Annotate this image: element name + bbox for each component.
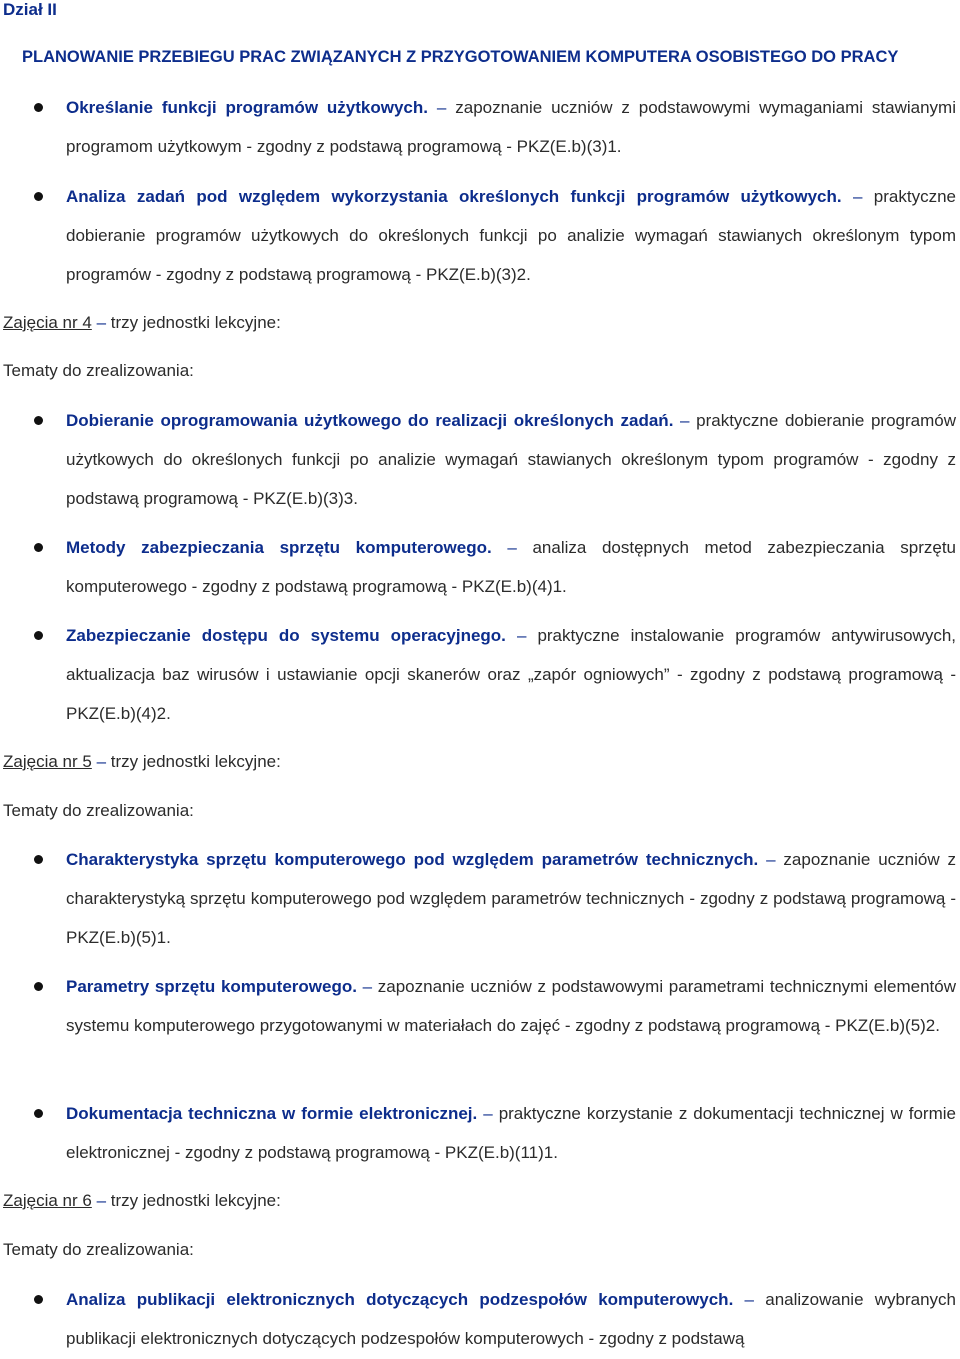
item-description: praktyczne dobieranie programów użytkowych do określonych funkcji po analizie wymagań stawianych określonym typom programów - zgodny z podstawą programową - PKZ(E.b)(3)3. xyxy=(66,411,956,508)
bullet-icon xyxy=(34,982,43,991)
dash: – xyxy=(744,1290,754,1309)
lesson-number: Zajęcia nr 4 xyxy=(3,313,92,332)
lesson-heading xyxy=(3,313,281,333)
bullet-icon xyxy=(34,103,43,112)
list-item-text xyxy=(66,617,956,733)
list-item-text xyxy=(66,402,956,518)
bullet-icon xyxy=(34,1295,43,1304)
topics-label: Tematy do zrealizowania: xyxy=(3,801,194,820)
item-title: Zabezpieczanie dostępu do systemu operacyjnego. xyxy=(66,626,506,645)
bullet-icon xyxy=(34,192,43,201)
item-description: analiza dostępnych metod zabezpieczania sprzętu komputerowego - zgodny z podstawą programową - PKZ(E.b)(4)1. xyxy=(66,538,956,596)
item-description: praktyczne korzystanie z dokumentacji technicznej w formie elektronicznej - zgodny z podstawą programową - PKZ(E.b)(11)1. xyxy=(66,1104,956,1162)
dash: – xyxy=(96,313,107,332)
item-description: analizowanie wybranych publikacji elektronicznych dotyczących podzespołów komputerowych - zgodny z podstawą xyxy=(66,1290,956,1348)
dash: – xyxy=(436,98,447,117)
bullet-icon xyxy=(34,543,43,552)
dash: – xyxy=(96,1191,107,1210)
lesson-heading xyxy=(3,752,281,772)
dash: – xyxy=(766,850,776,869)
list-item-text xyxy=(66,1281,956,1359)
item-description: praktyczne instalowanie programów antywirusowych, aktualizacja baz wirusów i ustawianie opcji skanerów oraz „zapór ogniowych” - zgodny z podstawą programową - PKZ(E.b)(4)2. xyxy=(66,626,956,723)
item-description: praktyczne dobieranie programów użytkowych do określonych funkcji po analizie wymagań stawianych określonym typom programów - zgodny z podstawą programową - PKZ(E.b)(3)2. xyxy=(66,187,956,284)
list-item-text xyxy=(66,841,956,957)
dash: – xyxy=(680,411,690,430)
dash: – xyxy=(362,977,373,996)
dash: – xyxy=(96,752,107,771)
list-item-text xyxy=(66,968,956,1046)
item-title: Parametry sprzętu komputerowego. xyxy=(66,977,357,996)
lesson-number: Zajęcia nr 6 xyxy=(3,1191,92,1210)
lesson-suffix: trzy jednostki lekcyjne: xyxy=(110,752,281,771)
lesson-suffix: trzy jednostki lekcyjne: xyxy=(110,313,281,332)
item-title: Metody zabezpieczania sprzętu komputerowego. xyxy=(66,538,492,557)
bullet-icon xyxy=(34,855,43,864)
topics-label: Tematy do zrealizowania: xyxy=(3,1240,194,1259)
item-description: zapoznanie uczniów z charakterystyką sprzętu komputerowego pod względem parametrów technicznych - zgodny z podstawą programową - PKZ(E.b)(5)1. xyxy=(66,850,956,947)
lesson-number: Zajęcia nr 5 xyxy=(3,752,92,771)
list-item-text xyxy=(66,529,956,607)
bullet-icon xyxy=(34,1109,43,1118)
list-item-text xyxy=(66,178,956,294)
section-label: Dział II xyxy=(3,0,57,19)
dash: – xyxy=(507,538,517,557)
item-title: Charakterystyka sprzętu komputerowego pod względem parametrów technicznych. xyxy=(66,850,759,869)
item-description: zapoznanie uczniów z podstawowymi wymaganiami stawianymi programom użytkowym - zgodny z podstawą programową - PKZ(E.b)(3)1. xyxy=(66,98,956,156)
dash: – xyxy=(483,1104,493,1123)
main-title: PLANOWANIE PRZEBIEGU PRAC ZWIĄZANYCH Z PRZYGOTOWANIEM KOMPUTERA OSOBISTEGO DO PRACY xyxy=(22,48,899,66)
item-title: Dobieranie oprogramowania użytkowego do realizacji określonych zadań. xyxy=(66,411,674,430)
lesson-suffix: trzy jednostki lekcyjne: xyxy=(110,1191,281,1210)
item-title: Określanie funkcji programów użytkowych. xyxy=(66,98,428,117)
dash: – xyxy=(852,187,863,206)
bullet-icon xyxy=(34,416,43,425)
lesson-heading xyxy=(3,1191,281,1211)
topics-label: Tematy do zrealizowania: xyxy=(3,361,194,380)
item-title: Analiza publikacji elektronicznych dotyczących podzespołów komputerowych. xyxy=(66,1290,734,1309)
item-description: zapoznanie uczniów z podstawowymi parametrami technicznymi elementów systemu komputerowego przygotowanymi w materiałach do zajęć - zgodny z podstawą programową - PKZ(E.b)(5)2. xyxy=(66,977,956,1035)
list-item-text xyxy=(66,1095,956,1173)
item-title: Analiza zadań pod względem wykorzystania określonych funkcji programów użytkowych. xyxy=(66,187,842,206)
item-title: Dokumentacja techniczna w formie elektronicznej. xyxy=(66,1104,478,1123)
bullet-icon xyxy=(34,631,43,640)
list-item-text xyxy=(66,89,956,167)
dash: – xyxy=(516,626,527,645)
